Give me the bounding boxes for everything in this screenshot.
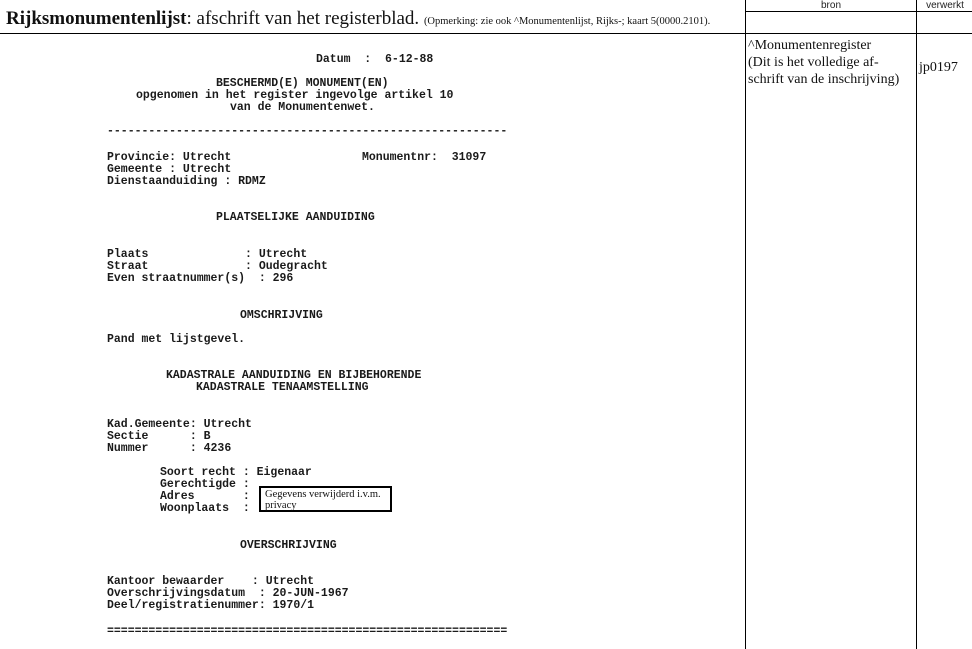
verwerkt-cell: jp0197 bbox=[919, 60, 958, 75]
kantoor-line: Kantoor bewaarder : Utrecht bbox=[107, 575, 315, 588]
monumentnr-line: Monumentnr: 31097 bbox=[362, 151, 487, 164]
deel-line: Deel/registratienummer: 1970/1 bbox=[107, 599, 315, 612]
heading-plaatselijk: PLAATSELIJKE AANDUIDING bbox=[216, 211, 375, 224]
privacy-redaction-box: Gegevens verwijderd i.v.m. privacy bbox=[259, 486, 392, 512]
omschrijving-line: Pand met lijstgevel. bbox=[107, 333, 246, 346]
bron-cell bbox=[748, 37, 914, 88]
kad-gemeente-line: Kad.Gemeente: Utrecht bbox=[107, 418, 252, 431]
gemeente-line: Gemeente : Utrecht bbox=[107, 163, 232, 176]
soort-recht-line: Soort recht : Eigenaar bbox=[160, 466, 312, 479]
title-rest: : afschrift van het registerblad. bbox=[186, 8, 420, 29]
provincie-line: Provincie: Utrecht bbox=[107, 151, 232, 164]
heading-monumentenwet: van de Monumentenwet. bbox=[230, 101, 375, 114]
page-title bbox=[6, 8, 710, 30]
even-line: Even straatnummer(s) : 296 bbox=[107, 272, 294, 285]
column-divider-bron bbox=[745, 0, 746, 649]
column-header-rule bbox=[745, 11, 972, 12]
heading-opgenomen: opgenomen in het register ingevolge artikel 10 bbox=[136, 89, 454, 102]
bron-line-1: ^Monumentenregister bbox=[748, 38, 872, 53]
bron-line-2: (Dit is het volledige af- bbox=[748, 55, 879, 70]
straat-line: Straat : Oudegracht bbox=[107, 260, 328, 273]
column-divider-verwerkt bbox=[916, 0, 917, 649]
plaats-line: Plaats : Utrecht bbox=[107, 248, 308, 261]
dienst-line: Dienstaanduiding : RDMZ bbox=[107, 175, 266, 188]
gerechtigde-line: Gerechtigde : bbox=[160, 478, 250, 491]
heading-overschrijving: OVERSCHRIJVING bbox=[240, 539, 337, 552]
heading-beschermd: BESCHERMD(E) MONUMENT(EN) bbox=[216, 77, 389, 90]
woonplaats-line: Woonplaats : bbox=[160, 502, 250, 515]
overschrijvingsdatum-line: Overschrijvingsdatum : 20-JUN-1967 bbox=[107, 587, 349, 600]
adres-line: Adres : bbox=[160, 490, 250, 503]
heading-kadastraal-2: KADASTRALE TENAAMSTELLING bbox=[196, 381, 369, 394]
column-label-verwerkt: verwerkt bbox=[926, 0, 964, 11]
page-header bbox=[0, 0, 972, 34]
title-note: (Opmerking: zie ook ^Monumentenlijst, Rijks-; kaart 5(0000.2101). bbox=[423, 16, 711, 27]
header-rule bbox=[0, 33, 972, 34]
title-bold: Rijksmonumentenlijst bbox=[6, 8, 187, 29]
nummer-line: Nummer : 4236 bbox=[107, 442, 232, 455]
equals-rule: ========================================================== bbox=[107, 625, 508, 638]
heading-kadastraal-1: KADASTRALE AANDUIDING EN BIJBEHORENDE bbox=[166, 369, 422, 382]
sectie-line: Sectie : B bbox=[107, 430, 211, 443]
heading-omschrijving: OMSCHRIJVING bbox=[240, 309, 323, 322]
dash-rule: ---------------------------------------------------------- bbox=[107, 125, 508, 138]
bron-line-3: schrift van de inschrijving) bbox=[748, 72, 900, 87]
column-label-bron: bron bbox=[820, 0, 841, 11]
datum-line: Datum : 6-12-88 bbox=[316, 53, 434, 66]
